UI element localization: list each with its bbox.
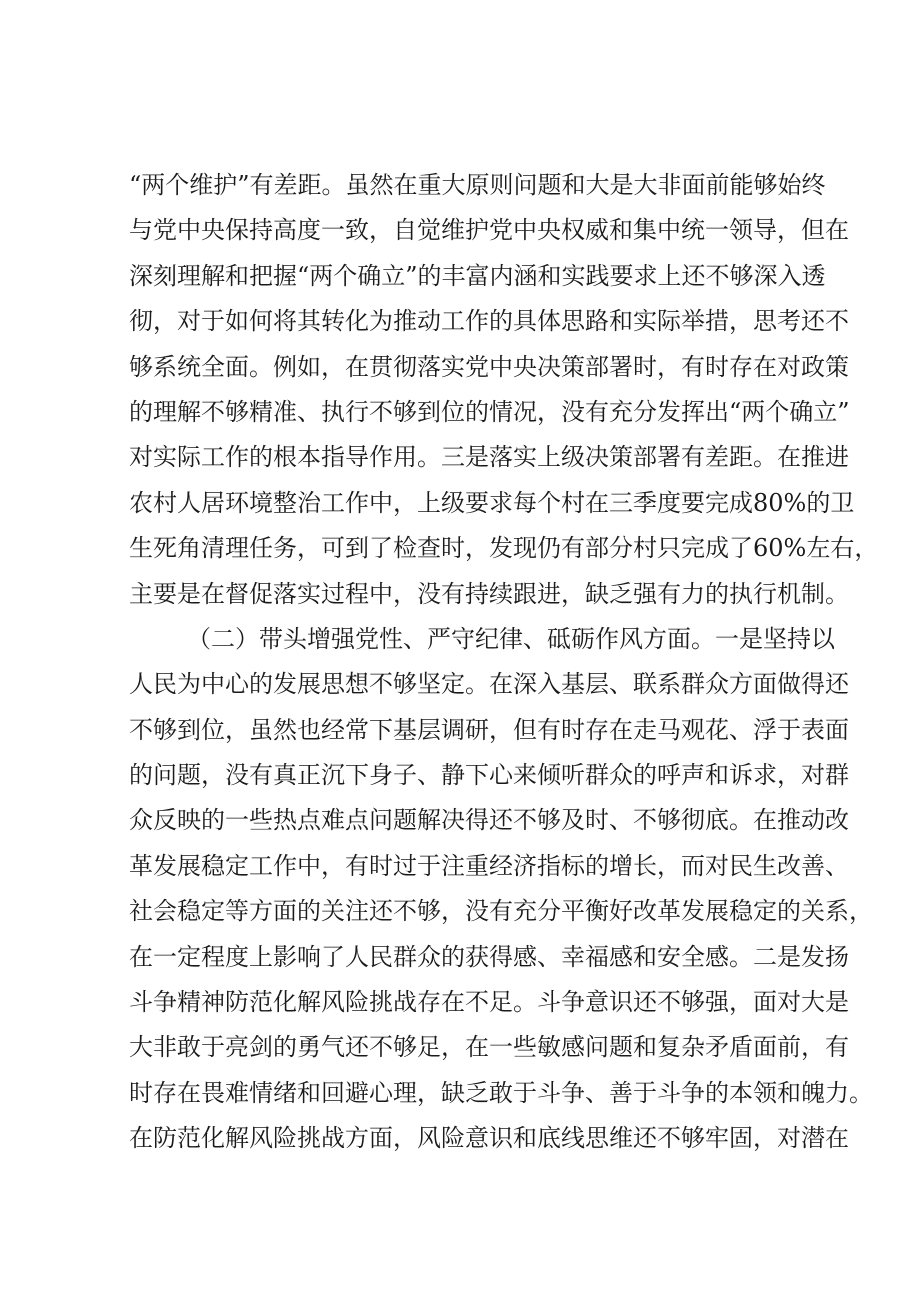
text-line: 深刻理解和把握“两个确立”的丰富内涵和实践要求上还不够深入透 xyxy=(129,261,826,290)
text-line: 主要是在督促落实过程中，没有持续跟进，缺乏强有力的执行机制。 xyxy=(129,579,849,608)
body-text xyxy=(129,163,879,1162)
text-line: 对实际工作的根本指导作用。三是落实上级决策部署有差距。在推进 xyxy=(129,443,849,472)
text-line: 社会稳定等方面的关注还不够，没有充分平衡好改革发展稳定的关系， xyxy=(129,897,873,926)
text-line: 的理解不够精准、执行不够到位的情况，没有充分发挥出“两个确立” xyxy=(129,397,850,426)
text-line: 大非敢于亮剑的勇气还不够足，在一些敏感问题和复杂矛盾面前，有 xyxy=(129,1033,849,1062)
text-line: 生死角清理任务，可到了检查时，发现仍有部分村只完成了60%左右， xyxy=(129,534,879,563)
section-heading-line: （二）带头增强党性、严守纪律、砥砺作风方面。一是坚持以 xyxy=(187,624,835,653)
text-line: 在一定程度上影响了人民群众的获得感、幸福感和安全感。二是发扬 xyxy=(129,942,849,971)
text-line: 农村人居环境整治工作中，上级要求每个村在三季度要完成80%的卫 xyxy=(129,488,855,517)
text-line: 在防范化解风险挑战方面，风险意识和底线思维还不够牢固，对潜在 xyxy=(129,1124,849,1153)
text-line: 彻，对于如何将其转化为推动工作的具体思路和实际举措，思考还不 xyxy=(129,307,849,336)
text-line: 的问题，没有真正沉下身子、静下心来倾听群众的呼声和诉求，对群 xyxy=(129,761,849,790)
text-line: 时存在畏难情绪和回避心理，缺乏敢于斗争、善于斗争的本领和魄力。 xyxy=(129,1078,873,1107)
text-line: “两个维护”有差距。虽然在重大原则问题和大是大非面前能够始终 xyxy=(129,171,826,199)
text-line: 斗争精神防范化解风险挑战存在不足。斗争意识还不够强，面对大是 xyxy=(129,988,849,1017)
text-line: 众反映的一些热点难点问题解决得还不够及时、不够彻底。在推动改 xyxy=(129,806,849,835)
text-line: 人民为中心的发展思想不够坚定。在深入基层、联系群众方面做得还 xyxy=(129,670,849,699)
text-line: 不够到位，虽然也经常下基层调研，但有时存在走马观花、浮于表面 xyxy=(129,715,849,744)
text-line: 够系统全面。例如，在贯彻落实党中央决策部署时，有时存在对政策 xyxy=(129,352,849,381)
text-line: 革发展稳定工作中，有时过于注重经济指标的增长，而对民生改善、 xyxy=(129,851,849,880)
text-line: 与党中央保持高度一致，自觉维护党中央权威和集中统一领导，但在 xyxy=(129,216,849,245)
